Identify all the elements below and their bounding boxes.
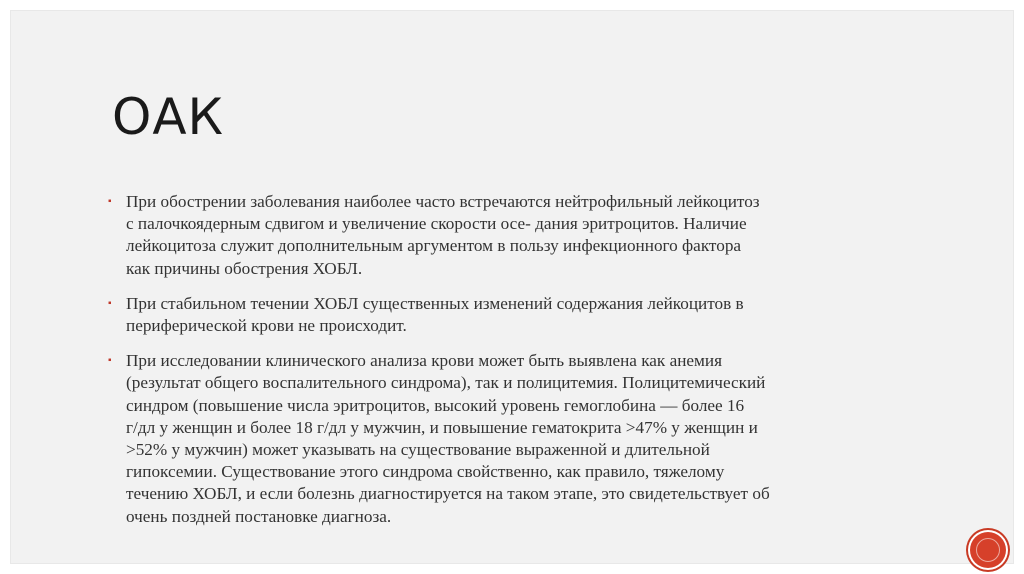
slide-title: ОАК (112, 88, 225, 146)
bullet-text-line: лейкоцитоза служит дополнительным аргументом в пользу инфекционного фактора (126, 236, 742, 256)
bullet-item (108, 350, 938, 528)
bullet-text-line: очень поздней постановке диагноза. (126, 506, 392, 526)
bullet-marker-icon: ▪ (108, 196, 112, 207)
bullet-item (108, 293, 938, 337)
bullet-text-line: течению ХОБЛ, и если болезнь диагностируется на таком этапе, это свидетельствует об (126, 484, 770, 504)
bullet-text-line: гипоксемии. Существование этого синдрома свойственно, как правило, тяжелому (126, 462, 725, 482)
bullet-text-line: При исследовании клинического анализа крови может быть выявлена как анемия (126, 351, 723, 371)
bullet-text-line: >52% у мужчин) может указывать на существование выраженной и длительной (126, 440, 710, 460)
bullet-text-line: периферической крови не происходит. (126, 316, 407, 336)
bullet-marker-icon: ▪ (108, 355, 112, 367)
bullet-text-line: При обострении заболевания наиболее часто встречаются нейтрофильный лейкоцитоз (126, 192, 760, 211)
bullet-text-line: При стабильном течении ХОБЛ существенных изменений содержания лейкоцитов в (126, 293, 744, 313)
slide-frame (10, 10, 1014, 564)
bullet-list (108, 191, 938, 541)
bullet-text-line: с палочкоядерным сдвигом и увеличение скорости осе- дания эритроцитов. Наличие (126, 214, 747, 234)
bullet-text-line: (результат общего воспалительного синдрома), так и полицитемия. Полицитемический (126, 373, 766, 393)
circle-badge-inner (976, 538, 1000, 562)
bullet-item (108, 191, 938, 280)
circle-badge-icon (970, 532, 1006, 568)
bullet-text-line: как причины обострения ХОБЛ. (126, 258, 363, 278)
bullet-marker-icon: ▪ (108, 297, 112, 309)
bullet-text-line: г/дл у женщин и более 18 г/дл у мужчин, и повышение гематокрита >47% у женщин и (126, 417, 758, 437)
bullet-text-line: синдром (повышение числа эритроцитов, высокий уровень гемоглобина — более 16 (126, 395, 745, 415)
